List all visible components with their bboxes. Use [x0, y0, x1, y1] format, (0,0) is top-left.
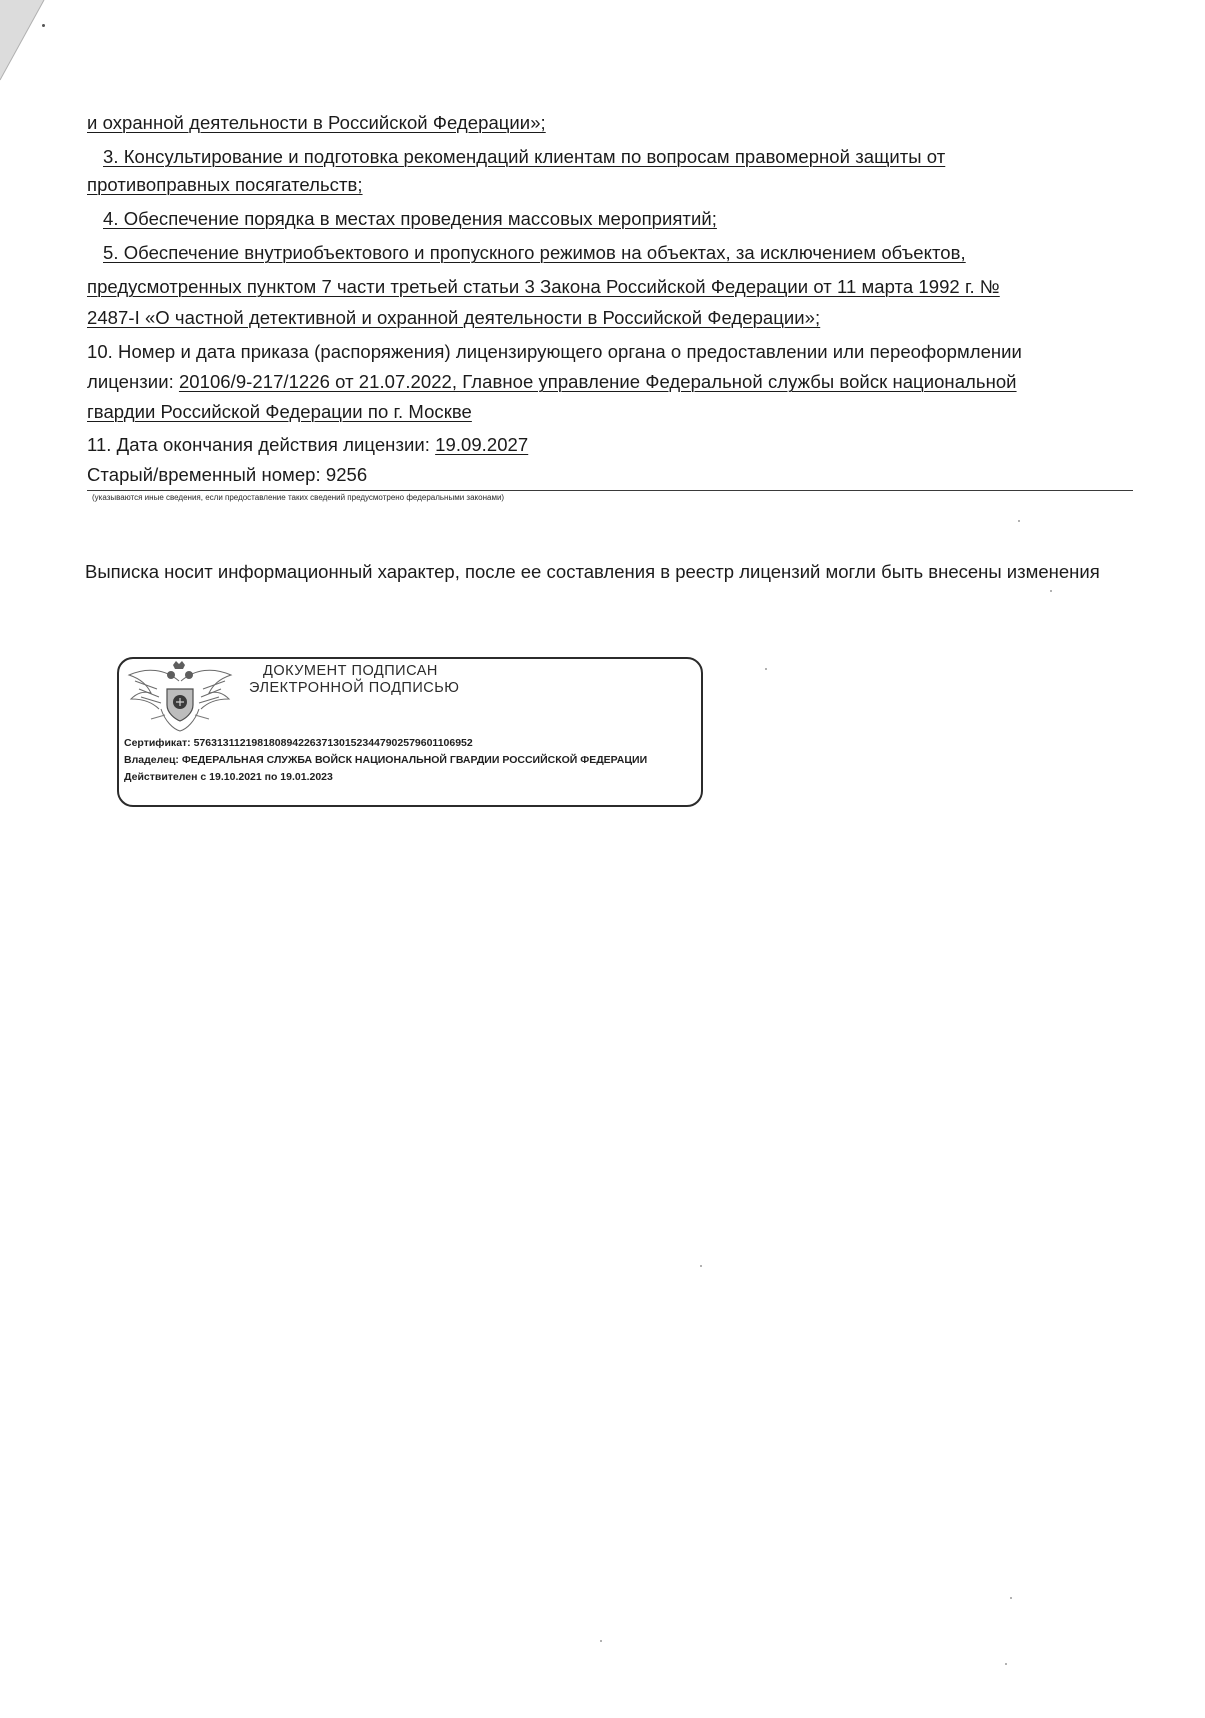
text-line-item-5-cont-2: 2487-I «О частной детективной и охранной деятельности в Российской Федерации»;: [87, 307, 821, 328]
scan-speck: [42, 24, 45, 27]
text-line-item-3: 3. Консультирование и подготовка рекомендаций клиентам по вопросам правомерной защиты от: [103, 146, 946, 167]
item-10-order-line: [87, 371, 1017, 393]
scan-speck: [1005, 1663, 1007, 1665]
old-number-rule: [87, 490, 1133, 491]
scan-speck: [765, 668, 767, 670]
text-line-item-4: 4. Обеспечение порядка в местах проведения массовых мероприятий;: [103, 208, 717, 229]
item-10-authority: гвардии Российской Федерации по г. Москве: [87, 401, 472, 422]
stamp-title: [249, 663, 549, 697]
electronic-signature-stamp: [117, 657, 703, 807]
text-line-item-3-cont: противоправных посягательств;: [87, 174, 363, 195]
stamp-certificate-info: [124, 735, 647, 786]
rosgvardia-emblem-icon: [121, 659, 239, 735]
scan-speck: [1010, 1597, 1012, 1599]
page-corner-fold: [0, 0, 60, 90]
stamp-title-line-1: ДОКУМЕНТ ПОДПИСАН: [263, 663, 438, 679]
scan-speck: [1050, 590, 1052, 592]
item-10-order-prefix: лицензии:: [87, 371, 179, 392]
item-10-order-value: 20106/9-217/1226 от 21.07.2022, Главное управление Федеральной службы войск национальной: [178, 371, 1017, 392]
old-number: Старый/временный номер: 9256: [87, 464, 368, 485]
item-10-label: 10. Номер и дата приказа (распоряжения) лицензирующего органа о предоставлении или переоформлении: [87, 341, 1022, 362]
footnote: (указываются иные сведения, если предоставление таких сведений предусмотрено федеральными законами): [92, 493, 505, 502]
stamp-certificate: Сертификат: 576313112198180894226371301523447902579601106952: [124, 737, 473, 749]
stamp-title-line-2: ЭЛЕКТРОННОЙ ПОДПИСЬЮ: [249, 680, 460, 696]
scan-speck: [1018, 520, 1020, 522]
text-line-item-5: 5. Обеспечение внутриобъектового и пропускного режимов на объектах, за исключением объектов,: [103, 242, 966, 263]
stamp-owner: Владелец: ФЕДЕРАЛЬНАЯ СЛУЖБА ВОЙСК НАЦИОНАЛЬНОЙ ГВАРДИИ РОССИЙСКОЙ ФЕДЕРАЦИИ: [124, 754, 648, 766]
scan-speck: [600, 1640, 602, 1642]
information-notice: Выписка носит информационный характер, после ее составления в реестр лицензий могли быть внесены изменения: [85, 561, 1100, 582]
scan-speck: [700, 1265, 702, 1267]
text-line-item-5-cont: предусмотренных пунктом 7 части третьей статьи 3 Закона Российской Федерации от 11 марта 1992 г. №: [87, 276, 1000, 297]
item-11-expiry-date: 19.09.2027: [435, 434, 529, 455]
stamp-validity: Действителен с 19.10.2021 по 19.01.2023: [124, 771, 333, 783]
text-line-law-reference-end: и охранной деятельности в Российской Федерации»;: [87, 112, 546, 133]
item-11-label: 11. Дата окончания действия лицензии:: [87, 434, 436, 455]
item-11-expiry-line: [87, 434, 528, 456]
